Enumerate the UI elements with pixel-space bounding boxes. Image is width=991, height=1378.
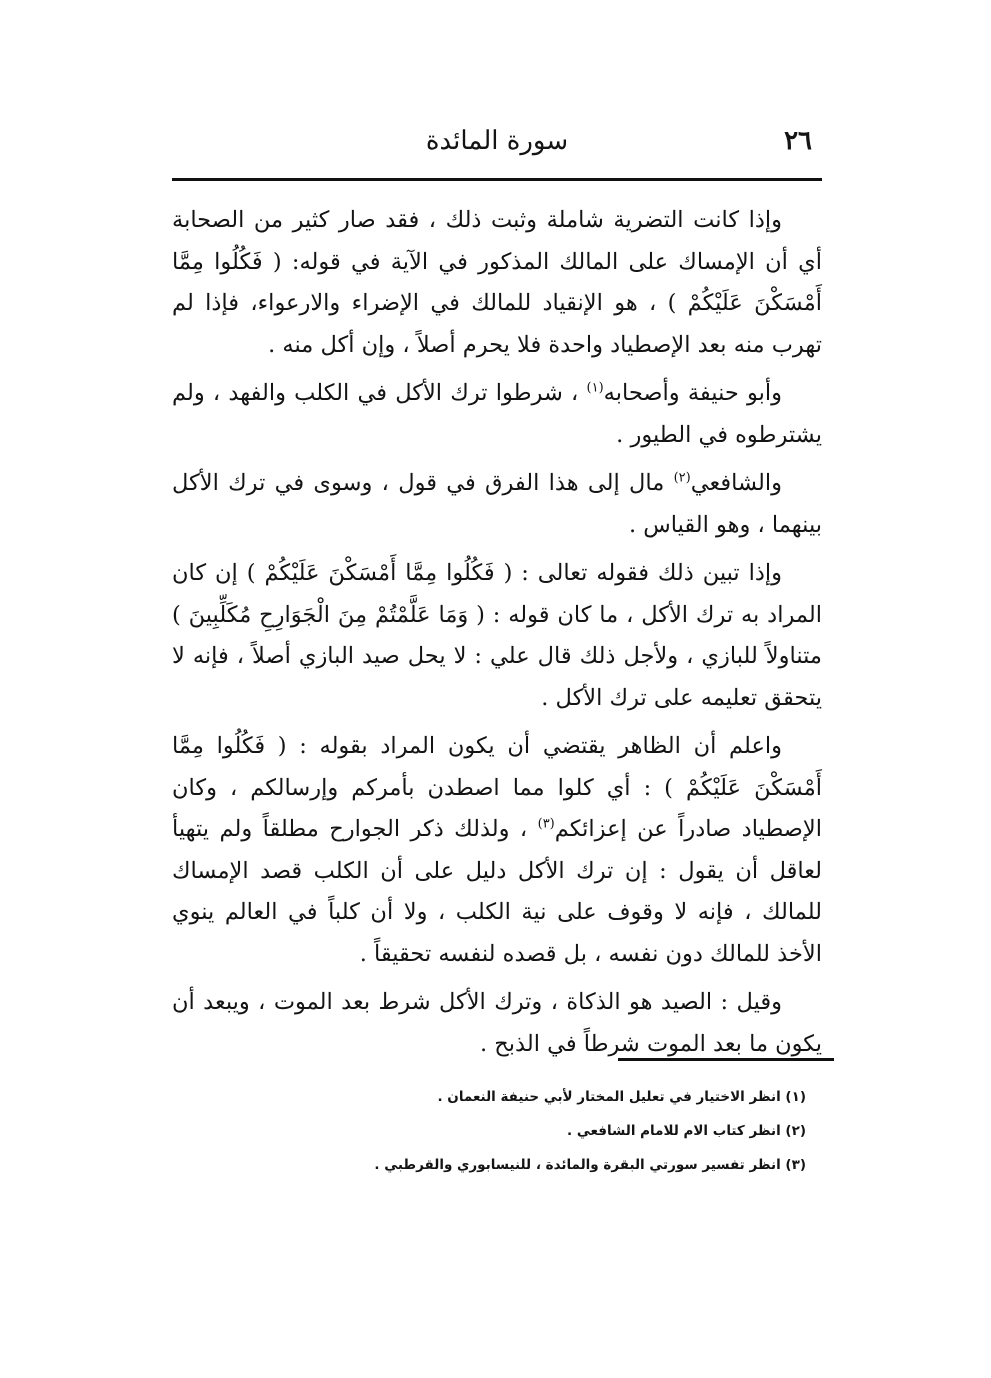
page-number: ٢٦ [784, 126, 812, 156]
paragraph-1: وإذا كانت التضرية شاملة وثبت ذلك ، فقد صار كثير من الصحابة أي أن الإمساك على المالك المذكور في الآية في قوله: ( فَكُلُوا مِمَّا أَمْسَكْنَ عَلَيْكُمْ ) ، هو الإنقياد للمالك في الإضراء والارعواء، فإذا لم تهرب منه بعد الإصطياد واحدة فلا يحرم أصلاً ، وإن أكل منه . [172, 207, 822, 358]
footnote-2: (٢) انظر كتاب الام للامام الشافعي . [567, 1123, 806, 1139]
paragraph-5-start: واعلم أن الظاهر يقتضي أن يكون المراد بقوله : ( فَكُلُوا مِمَّا أَمْسَكْنَ عَلَيْكُمْ ) : أي كلوا مما اصطدن بأمركم وإرسالكم ، وكان الإصطياد صادراً عن إعزائكم [172, 733, 822, 842]
running-title: سورة المائدة [425, 126, 569, 156]
footnote-ref-1: (١) [586, 380, 604, 396]
footnote-1: (١) انظر الاختيار في تعليل المختار لأبي حنيفة النعمان . [437, 1089, 806, 1105]
header-divider [172, 178, 822, 181]
paragraph-6: وقيل : الصيد هو الذكاة ، وترك الأكل شرط بعد الموت ، ويبعد أن يكون ما بعد الموت شرطاً في الذبح . [172, 989, 822, 1057]
footnotes [300, 1080, 806, 1182]
paragraph-2-start: وأبو حنيفة وأصحابه [603, 380, 782, 406]
paragraph-3-end: مال إلى هذا الفرق في قول ، وسوى في ترك الأكل بينهما ، وهو القياس . [172, 470, 822, 538]
paragraph-3 [172, 463, 822, 546]
footnote-ref-3: (٣) [537, 816, 555, 832]
paragraph-5-end: ، ولذلك ذكر الجوارح مطلقاً ولم يتهيأ لعاقل أن يقول : إن ترك الأكل دليل على أن الكلب قصد الإمساك للمالك ، فإنه لا وقوف على نية الكلب ، ولا أن كلباً في العالم ينوي الأخذ للمالك دون نفسه ، بل قصده لنفسه تحقيقاً . [172, 816, 822, 967]
paragraph-2-end: ، شرطوا ترك الأكل في الكلب والفهد ، ولم يشترطوه في الطيور . [172, 380, 822, 448]
paragraph-4: وإذا تبين ذلك فقوله تعالى : ( فَكُلُوا مِمَّا أَمْسَكْنَ عَلَيْكُمْ ) إن كان المراد به ترك الأكل ، ما كان قوله : ( وَمَا عَلَّمْتُمْ مِنَ الْجَوَارِحِ مُكَلِّبِينَ ) متناولاً للبازي ، ولأجل ذلك قال علي : لا يحل صيد البازي أصلاً ، فإنه لا يتحقق تعليمه على ترك الأكل . [172, 560, 822, 711]
paragraph-3-start: والشافعي [690, 470, 782, 496]
paragraph-2 [172, 373, 822, 456]
footnote-3: (٣) انظر تفسير سورتي البقرة والمائدة ، للنيسابوري والقرطبي . [374, 1157, 806, 1173]
page-header [172, 122, 822, 166]
main-text [172, 200, 822, 1072]
footnote-divider [618, 1058, 834, 1061]
footnote-ref-2: (٢) [673, 470, 691, 486]
paragraph-5 [172, 726, 822, 975]
